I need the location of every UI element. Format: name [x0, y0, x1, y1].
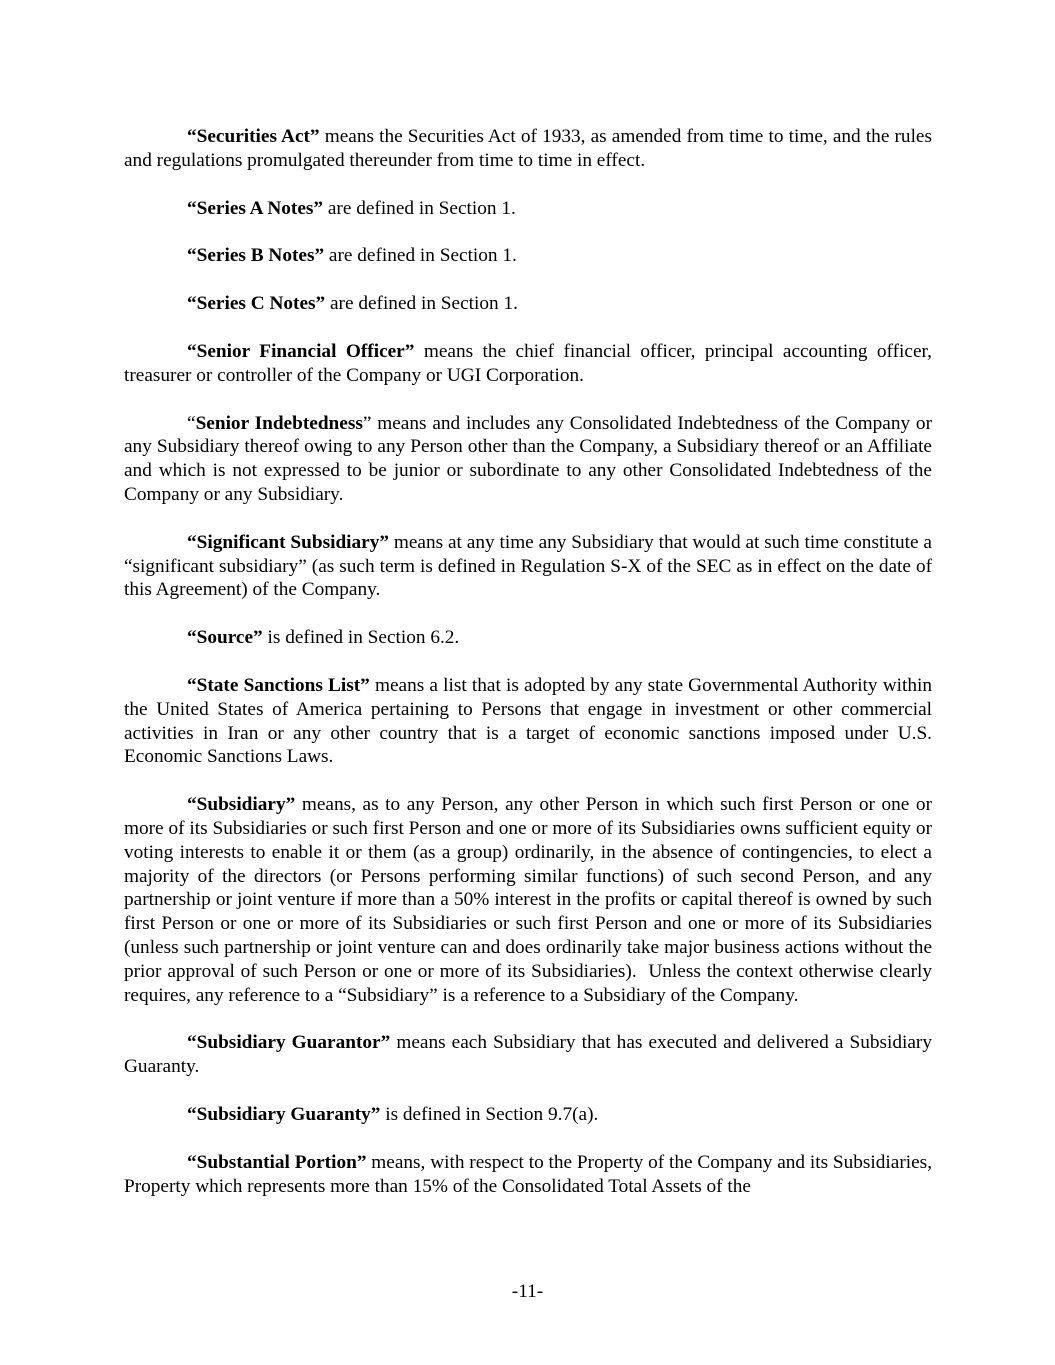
definition-text: means, with respect to the Property of the Company and its Subsidiaries, Property which represents more than 15% of the Consolidated Total Assets of the: [124, 1151, 933, 1197]
open-quote: “: [187, 412, 196, 434]
definition-text: means the chief financial officer, principal accounting officer, treasurer or controller of the Company or UGI Corporation.: [124, 340, 932, 386]
defined-term: “Series C Notes”: [187, 293, 326, 315]
definition-series-c-notes: [124, 292, 932, 316]
definition-subsidiary-guaranty: [124, 1103, 932, 1127]
definition-senior-financial-officer: [124, 340, 932, 388]
definition-substantial-portion: [124, 1151, 932, 1199]
definition-subsidiary: [124, 793, 932, 1007]
defined-term: “Subsidiary Guaranty”: [187, 1103, 381, 1125]
definition-text: are defined in Section 1.: [323, 197, 516, 219]
definition-text: are defined in Section 1.: [325, 293, 518, 315]
defined-term: “Series B Notes”: [187, 245, 325, 267]
defined-term: “Source”: [187, 627, 263, 649]
defined-term: “Subsidiary”: [187, 794, 296, 816]
defined-term: “Series A Notes”: [187, 197, 324, 219]
defined-term: “Substantial Portion”: [187, 1151, 367, 1173]
definition-series-a-notes: [124, 197, 932, 221]
definition-text: means the Securities Act of 1933, as amended from time to time, and the rules and regulations promulgated thereunder from time to time in effect.: [124, 126, 932, 171]
definition-significant-subsidiary: [124, 531, 932, 602]
definition-source: [124, 626, 932, 650]
definition-text: means, as to any Person, any other Person in which such first Person or one or more of its Subsidiaries or such first Person and one or more of its Subsidiaries owns sufficient equity or voting interests to enable it or them (as a group) ordinarily, in the absence of contingencies, to elect a majority of the directors (or Persons performing similar functions) of such second Person, and any partnership or joint venture if more than a 50% interest in the profits or capital thereof is owned by such first Person or one or more of its Subsidiaries or such first Person and one or more of its Subsidiaries (unless such partnership or joint venture can and does ordinarily take major business actions without the prior approval of such Person or one or more of its Subsidiaries). Unless the context otherwise clearly requires, any reference to a “Subsidiary” is a reference to a Subsidiary of the Company.: [124, 794, 932, 1006]
defined-term: “Subsidiary Guarantor”: [187, 1032, 391, 1054]
definition-text: are defined in Section 1.: [324, 245, 517, 267]
definitions-list: [124, 125, 932, 1222]
definition-text: means each Subsidiary that has executed and delivered a Subsidiary Guaranty.: [124, 1032, 932, 1078]
definition-subsidiary-guarantor: [124, 1031, 932, 1079]
defined-term: Senior Indebtedness: [195, 412, 363, 434]
definition-text: means a list that is adopted by any state Governmental Authority within the United States of America pertaining to Persons that engage in investment or other commercial activities in Iran or any other country that is a target of economic sanctions imposed under U.S. Economic Sanctions Laws.: [124, 674, 932, 768]
definition-text: is defined in Section 9.7(a).: [380, 1103, 599, 1125]
defined-term: “Securities Act”: [187, 126, 320, 147]
definition-senior-indebtedness: [124, 412, 932, 507]
definition-securities-act: [124, 125, 932, 173]
definition-text: ” means and includes any Consolidated Indebtedness of the Company or any Subsidiary thereof owing to any Person other than the Company, a Subsidiary thereof or an Affiliate and which is not expressed to be junior or subordinate to any other Consolidated Indebtedness of the Company or any Subsidiary.: [124, 412, 932, 505]
definition-state-sanctions-list: [124, 674, 932, 769]
defined-term: “Significant Subsidiary”: [187, 531, 390, 553]
definition-series-b-notes: [124, 244, 932, 268]
definition-text: means at any time any Subsidiary that would at such time constitute a “significant subsidiary” (as such term is defined in Regulation S-X of the SEC as in effect on the date of this Agreement) of the Company.: [124, 531, 932, 601]
defined-term: “Senior Financial Officer”: [187, 340, 415, 362]
page-number: -11-: [511, 1281, 544, 1302]
definition-text: is defined in Section 6.2.: [262, 627, 460, 649]
defined-term: “State Sanctions List”: [187, 674, 370, 696]
